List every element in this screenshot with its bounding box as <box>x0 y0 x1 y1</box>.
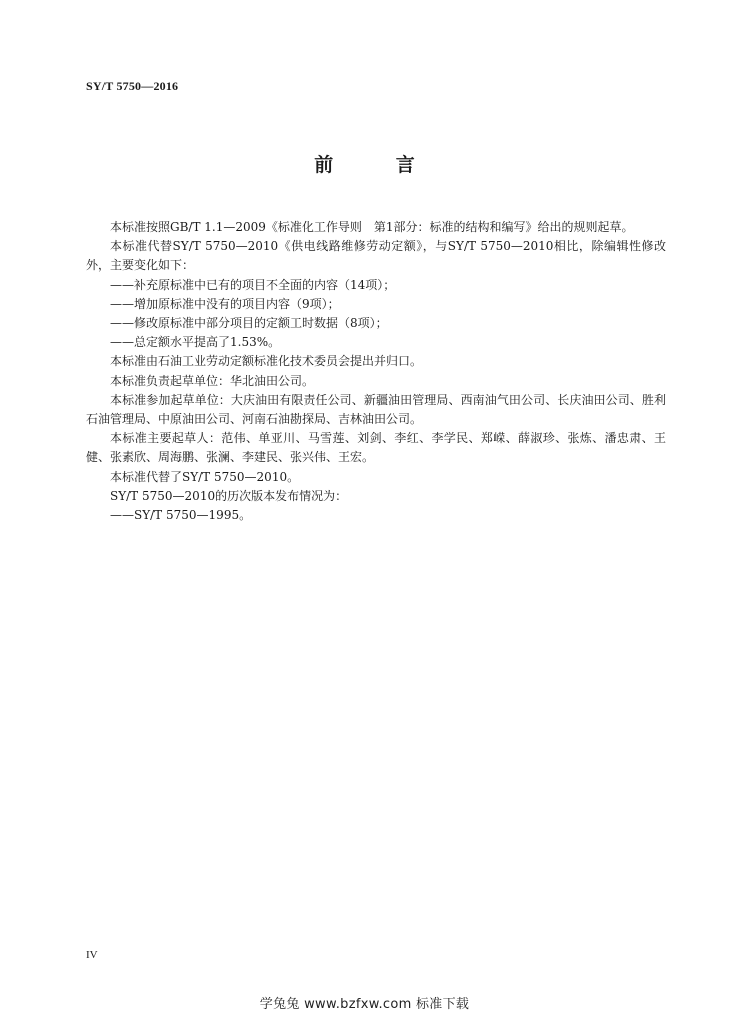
change-item: ——总定额水平提高了1.53%。 <box>110 335 281 350</box>
paragraph-version-history: SY/T 5750—2010的历次版本发布情况为： <box>110 488 348 503</box>
version-history-item: ——SY/T 5750—1995。 <box>110 508 252 523</box>
paragraph-lead-drafter: 本标准负责起草单位：华北油田公司。 <box>110 373 315 388</box>
paragraph-participating-units: 本标准参加起草单位：大庆油田有限责任公司、新疆油田管理局、西南油气田公司、长庆油田公司、胜利石油管理局、中原油田公司、河南石油勘探局、吉林油田公司。 <box>86 392 666 427</box>
page-number: IV <box>86 949 98 961</box>
preface-body <box>86 218 666 525</box>
paragraph-main-drafters: 本标准主要起草人：范伟、单亚川、马雪莲、刘剑、李红、李学民、郑嵘、薛淑珍、张炼、潘忠肃、王健、张素欣、周海鹏、张澜、李建民、张兴伟、王宏。 <box>86 431 666 465</box>
change-item: ——修改原标准中部分项目的定额工时数据（8项）； <box>110 316 388 331</box>
download-watermark: 学兔兔 www.bzfxw.com 标准下载 <box>259 997 470 1012</box>
paragraph-drafting-rule: 本标准按照GB/T 1.1—2009《标准化工作导则 第1部分：标准的结构和编写》给出的规则起草。 <box>110 220 634 234</box>
page-title: 前 言 <box>314 154 443 176</box>
paragraph-replaced-version: 本标准代替了SY/T 5750—2010。 <box>110 469 300 484</box>
change-item: ——增加原标准中没有的项目内容（9项）； <box>110 296 340 311</box>
paragraph-replaces-standard: 本标准代替SY/T 5750—2010《供电线路维修劳动定额》，与SY/T 5750—2010相比，除编辑性修改外，主要变化如下： <box>86 239 666 273</box>
change-item: ——补充原标准中已有的项目不全面的内容（14项）； <box>110 277 396 292</box>
paragraph-proposer: 本标准由石油工业劳动定额标准化技术委员会提出并归口。 <box>110 354 423 369</box>
document-code-header: SY/T 5750—2016 <box>86 79 179 93</box>
